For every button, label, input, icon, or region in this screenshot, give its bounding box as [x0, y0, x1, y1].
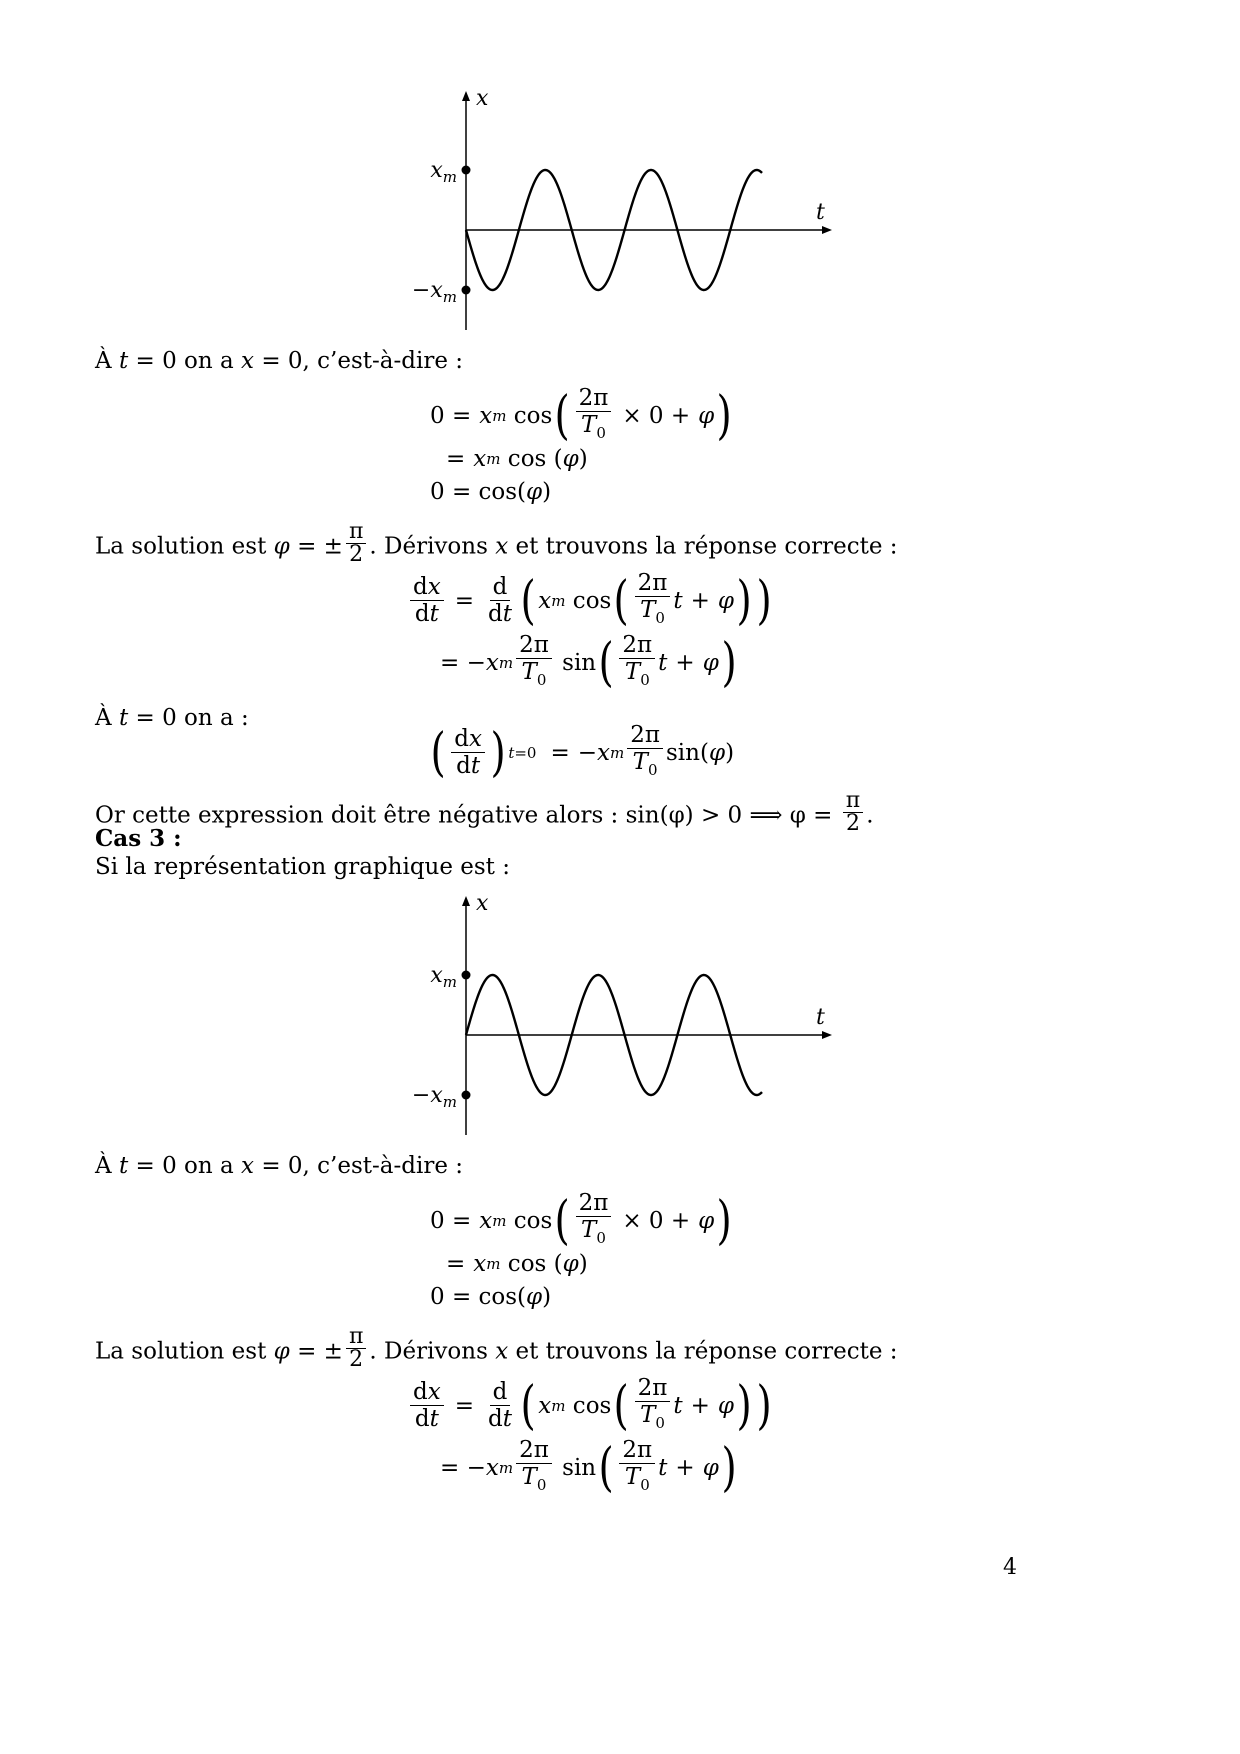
equation-2c: 0 = cos( φ )	[430, 1284, 552, 1310]
equation-1a: 0 = x m cos ( $\frac{2\pi}{T_0}$ × 0 + φ )	[430, 385, 733, 446]
graph-1-neg-xm-label: $-x_m$	[411, 278, 457, 306]
graph-1-neg-xm-point	[462, 286, 471, 295]
page-number: 4	[1003, 1555, 1017, 1580]
graph-1	[400, 85, 840, 375]
equation-derivative-1b: = − x m $\frac{2\pi}{T_0}$ sin ( $\frac{2\pi}{T_0}$ t + φ )	[440, 632, 737, 693]
graph-2-neg-xm-point	[462, 1091, 471, 1100]
text-at-t0-line-2: À t = 0 on a x = 0, c’est-à-dire :	[95, 1153, 464, 1179]
heading-cas-3: Cas 3 :	[95, 825, 182, 852]
equation-2a: 0 = x m cos ( $\frac{2\pi}{T_0}$ × 0 + φ )	[430, 1190, 733, 1251]
graph-1-axes	[462, 91, 832, 330]
graph-1-xm-point	[462, 166, 471, 175]
text-or-line: Or cette expression doit être négative alors : sin(φ) > 0 ⟹ φ = $\frac{\pi}{2}$ .	[95, 788, 874, 836]
equation-1b: = x m cos ( φ )	[446, 446, 588, 472]
equation-derivative-2a: $\frac{dx}{dt}$ = $\frac{d}{dt}$ ( x m cos ( $\frac{2\pi}{T_0}$ t + φ ) )	[407, 1375, 775, 1436]
graph-2-xm-point	[462, 971, 471, 980]
equation-derivative-1a: $\frac{dx}{dt}$ = $\frac{d}{dt}$ ( x m cos ( $\frac{2\pi}{T_0}$ t + φ ) )	[407, 570, 775, 631]
graph-2	[400, 890, 840, 1180]
text-solution-line-2: La solution est φ = ± $\frac{\pi}{2}$ . Dérivons x et trouvons la réponse correcte :	[95, 1324, 898, 1372]
text-si-la-representation: Si la représentation graphique est :	[95, 854, 510, 880]
graph-2-x-axis-label: t	[816, 1005, 825, 1030]
graph-1-xm-label: $x_m$	[430, 158, 457, 186]
text-at-t0-simple: À t = 0 on a :	[95, 705, 249, 731]
equation-derivative-2b: = − x m $\frac{2\pi}{T_0}$ sin ( $\frac{2\pi}{T_0}$ t + φ )	[440, 1437, 737, 1498]
graph-1-y-axis-label: x	[476, 86, 489, 111]
graph-2-xm-label: $x_m$	[430, 963, 457, 991]
equation-2b: = x m cos ( φ )	[446, 1251, 588, 1277]
text-solution-line-1: La solution est φ = ± $\frac{\pi}{2}$ . Dérivons x et trouvons la réponse correcte :	[95, 519, 898, 567]
text-at-t0-line-1: À t = 0 on a x = 0, c’est-à-dire :	[95, 348, 464, 374]
equation-derivative-at-t0: ( $\frac{dx}{dt}$ ) t=0 = − x m $\frac{2\pi}{T_0}$ sin( φ )	[430, 722, 735, 783]
equation-1c: 0 = cos( φ )	[430, 479, 552, 505]
graph-2-neg-xm-label: $-x_m$	[411, 1083, 457, 1111]
graph-2-y-axis-label: x	[476, 891, 489, 916]
graph-1-x-axis-label: t	[816, 200, 825, 225]
graph-2-axes	[462, 896, 832, 1135]
